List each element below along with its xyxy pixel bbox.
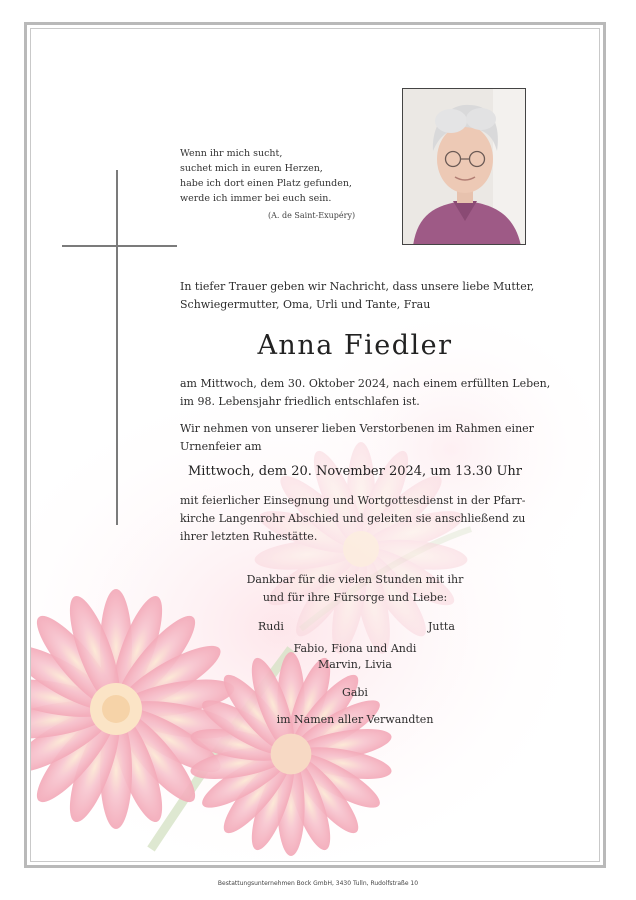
grandchildren-line: Fabio, Fiona und Andi	[293, 642, 417, 655]
farewell-intro-text	[180, 420, 534, 456]
cross-horizontal-bar	[62, 245, 177, 247]
quote-line: habe ich dort einen Platz gefunden,	[180, 178, 352, 189]
cross-vertical-bar	[116, 170, 118, 525]
ceremony-details-line: mit feierlicher Einsegnung und Wortgottesdienst in der Pfarr-	[180, 494, 526, 507]
ceremony-details-line: ihrer letzten Ruhestätte.	[180, 530, 318, 543]
mourner-son: Rudi	[258, 620, 284, 633]
grandchildren-line: Marvin, Livia	[317, 658, 392, 671]
announcement-line: In tiefer Trauer geben wir Nachricht, dass unsere liebe Mutter,	[180, 280, 535, 293]
quote-line: Wenn ihr mich sucht,	[180, 148, 283, 159]
ceremony-details-line: kirche Langenrohr Abschied und geleiten sie anschließend zu	[180, 512, 526, 525]
passing-line: im 98. Lebensjahr friedlich entschlafen ist.	[180, 395, 420, 408]
announcement-line: Schwiegermutter, Oma, Urli und Tante, Frau	[180, 298, 431, 311]
ceremony-details-text	[180, 492, 530, 546]
passing-line: am Mittwoch, dem 30. Oktober 2024, nach einem erfüllten Leben,	[180, 377, 551, 390]
farewell-intro-line: Urnenfeier am	[180, 440, 262, 453]
deceased-name: Anna Fiedler	[257, 330, 453, 361]
relatives-line: im Namen aller Verwandten	[276, 713, 434, 726]
passing-text	[180, 375, 551, 411]
memorial-quote	[180, 146, 395, 206]
mourner-daughter: Jutta	[428, 620, 455, 633]
funeral-home-footer: Bestattungsunternehmen Bock GmbH, 3430 Tulln, Rudolfstraße 10	[217, 880, 419, 887]
quote-line: werde ich immer bei euch sein.	[180, 193, 332, 204]
portrait-photo	[402, 88, 526, 245]
ceremony-date: Mittwoch, dem 20. November 2024, um 13.30 Uhr	[187, 464, 523, 479]
thanks-line: Dankbar für die vielen Stunden mit ihr	[246, 573, 464, 586]
quote-line: suchet mich in euren Herzen,	[180, 163, 323, 174]
thanks-line: und für ihre Fürsorge und Liebe:	[262, 591, 448, 604]
farewell-intro-line: Wir nehmen von unserer lieben Verstorbenen im Rahmen einer	[180, 422, 534, 435]
announcement-text	[180, 278, 535, 314]
great-grandchild-line: Gabi	[342, 686, 368, 699]
quote-author: (A. de Saint-Exupéry)	[268, 211, 356, 220]
